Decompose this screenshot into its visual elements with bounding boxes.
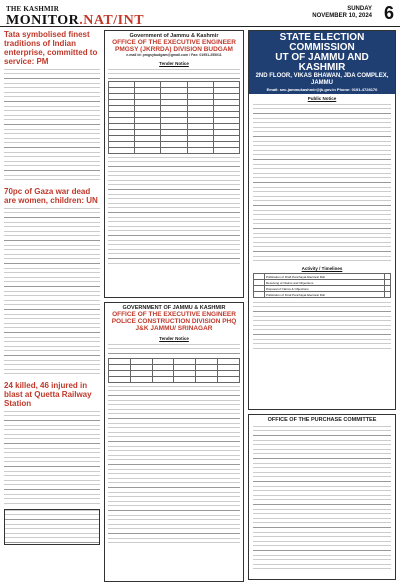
headline-gaza: 70pc of Gaza war dead are women, children: UN (4, 187, 98, 205)
headline-quetta: 24 killed, 46 injured in blast at Quetta Railway Station (4, 381, 92, 408)
logo-main: MONITOR (6, 13, 80, 28)
notice-header (249, 415, 395, 425)
schedule-row: Publication of Draft Panchayat Electoral Roll (265, 274, 385, 280)
date-label: NOVEMBER 10, 2024 (312, 13, 372, 19)
sec-subtitle: UT OF JAMMU AND KASHMIR (275, 52, 369, 73)
article-body (4, 69, 100, 184)
govt-title: GOVERNMENT OF JAMMU & KASHMIR (122, 305, 226, 311)
sec-title: STATE ELECTION COMMISSION (279, 32, 365, 53)
sec-contact: Email: sec-jammukashmir@jk.gov.in Phone: 0191-4728170 (266, 87, 378, 92)
govt-title: Government of Jammu & Kashmir (129, 33, 219, 39)
tender-notice-pmgsy (104, 30, 244, 298)
article-body (4, 411, 100, 506)
schedule-row: Disposal of Claims & Objections (265, 286, 385, 292)
newspaper-logo (6, 3, 144, 27)
election-schedule-table (253, 273, 391, 298)
tender-column (104, 30, 244, 582)
page-number: 6 (383, 3, 394, 23)
logo-suffix: .NAT/INT (79, 13, 145, 28)
tender-notice-police (104, 302, 244, 582)
contact-line: e-mail id: pmgsybudgam@gmail.com / Fax: 01951-255011 (126, 53, 222, 57)
sec-banner (249, 31, 395, 94)
dateline (312, 6, 372, 20)
office-title: OFFICE OF THE PURCHASE COMMITTEE (267, 417, 377, 423)
tender-table (108, 81, 240, 154)
notice-title: Tender Notice (159, 61, 189, 66)
notice-header (105, 303, 243, 334)
notice-header (105, 31, 243, 59)
news-column (4, 30, 100, 582)
logo-top: THE KASHMIR (6, 5, 59, 13)
headline-tata: Tata symbolised finest traditions of Indian enterprise, committed to service: PM (4, 30, 98, 66)
sec-address: 2ND FLOOR, VIKAS BHAWAN, JDA COMPLEX, JAMMU (255, 73, 389, 86)
sec-public-notice (248, 30, 396, 410)
notice-title: Tender Notice (159, 336, 189, 341)
schedule-row: Publication of Final Panchayat Electoral Roll (265, 292, 385, 298)
public-notice-title: Public Notice (307, 96, 337, 101)
tender-table (108, 358, 240, 383)
article-body (4, 208, 100, 378)
small-ad (4, 509, 100, 545)
day-label: SUNDAY (347, 6, 372, 12)
activity-table-title: Activity / Timelines (301, 266, 343, 271)
schedule-row: Receiving of Claims and Objections (265, 280, 385, 286)
masthead (0, 0, 400, 27)
election-column (248, 30, 396, 582)
office-title: OFFICE OF THE EXECUTIVE ENGINEER PMGSY (JKRRDA) DIVISION BUDGAM (112, 39, 236, 53)
office-title: OFFICE OF THE EXECUTIVE ENGINEER POLICE CONSTRUCTION DIVISION PHQ J&K JAMMU/ SRINAGAR (111, 311, 237, 332)
purchase-committee-notice (248, 414, 396, 580)
